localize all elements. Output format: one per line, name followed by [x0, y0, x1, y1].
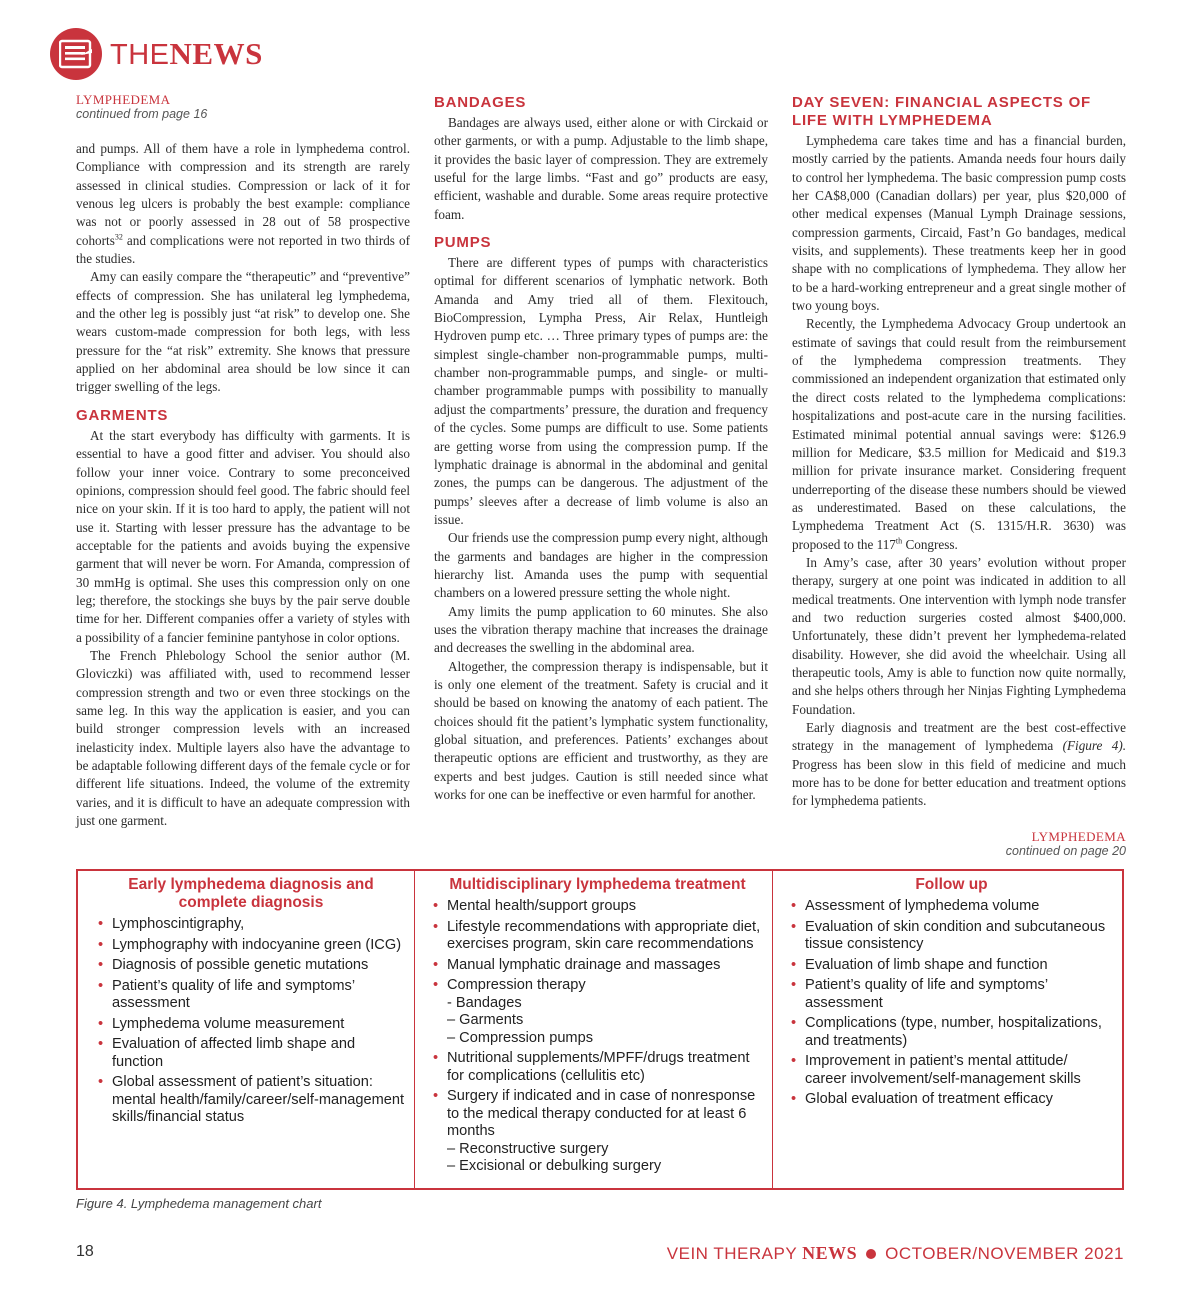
list-item: • Patient’s quality of life and symptoms’ assessment: [791, 977, 1112, 1012]
list-item: • Lymphoscintigraphy,: [98, 916, 404, 934]
paragraph: There are different types of pumps with characteristics optimal for different scenarios of lymphatic network. Both Amanda and Amy tried all of them. Flexitouch, BioCompression, Lympha Press, Air Relax, Huntleigh Hydroven pump etc. … Three primary types of pumps are: the simplest single-chamber non-programmable pumps, multi-chamber non-programmable pumps, and single- or multi-chamber programmable pumps with possibility to manually adjust the compartments’ pressure, the duration and frequency of the cycles. Some pumps are difficult to use. Some patients are getting worse from using the compression pump. If the lymphatic drainage is abnormal in the abdominal and genital zones, the pumps can be dangerous. The adjustment of the pumps’ sleeves after a decrease of limb volume is also an issue.: [434, 255, 768, 527]
sub-item: – Reconstructive surgery: [447, 1140, 609, 1157]
heading-pumps: PUMPS: [434, 234, 492, 252]
list-item: • Lymphography with indocyanine green (ICG): [98, 937, 404, 955]
list-item: • Patient’s quality of life and symptoms’ assessment: [98, 978, 404, 1013]
chart-box-follow-up: [773, 871, 1122, 1188]
article-column-2: [434, 92, 768, 804]
list-item: • Improvement in patient’s mental attitude/ career involvement/self-management skills: [791, 1053, 1112, 1088]
paragraph: Bandages are always used, either alone or with Circkaid or other garments, or with a pump. Adjustable to the limb shape, it provides the basic layer of compression. They are extremely useful for the large limbs. “Fast and go” products are easy, efficient, washable and durable. Some areas require protective foam.: [434, 115, 768, 222]
article-column-3: [792, 92, 1126, 877]
list-item: • Lifestyle recommendations with appropriate diet, exercises program, skin care recommendations: [433, 919, 762, 954]
publication-name-bold: NEWS: [802, 1243, 858, 1263]
paragraph: Early diagnosis and treatment are the best cost-effective strategy in the management of lymphedema (Figure 4). Progress has been slow in this field of medicine and much more has to be done for better education and treatment options for lymphedema patients.: [792, 720, 1127, 809]
chart-box-diagnosis: [78, 871, 415, 1188]
news-logo-icon: [50, 28, 102, 80]
chart-list: [433, 898, 762, 1176]
list-item: • Evaluation of limb shape and function: [791, 957, 1112, 975]
list-item: • Lymphedema volume measurement: [98, 1016, 404, 1034]
masthead-title-light: THE: [110, 39, 170, 71]
list-item: • Compression therapy - Bandages – Garments – Compression pumps: [433, 977, 762, 1047]
list-item: • Global assessment of patient’s situation: mental health/family/career/self-management skills/financial status: [98, 1074, 404, 1127]
figure-reference: (Figure 4).: [1062, 738, 1127, 754]
chart-box-treatment: [415, 871, 773, 1188]
list-item: • Mental health/support groups: [433, 898, 762, 916]
paragraph: Recently, the Lymphedema Advocacy Group undertook an estimate of savings that could result from the reimbursement of the lymphedema compression treatments. They commissioned an independent organization that estimated only the direct costs related to the lymphedema complications: hospitalizations and post-acute care in the nursing facilities. Estimated minimal potential annual savings were: $126.9 million for Medicare, $3.5 million for Medicaid and $19.3 million for private insurance market. Considering frequent underreporting of the disease these numbers should be viewed as underestimated. Based on these calculations, the Lymphedema Treatment Act (S. 1315/H.R. 3630) was proposed to the 117th Congress.: [792, 316, 1126, 552]
list-item: • Assessment of lymphedema volume: [791, 898, 1112, 916]
sub-item: – Excisional or debulking surgery: [447, 1158, 662, 1174]
paragraph: At the start everybody has difficulty with garments. It is essential to have a good fitter and adviser. You should also follow your inner voice. Contrary to some preconceived opinions, compression should feel good. The fabric should feel nice on your skin. If it is too hard to apply, the patient will not use it. Starting with lesser pressure has the advantage to be acceptable for the patients and avoids buying the expensive garment that will never be worn. For Amanda, compression of 30 mmHg is optimal. She uses this compression only on one leg; therefore, the stockings she buys by the pair serve double time for her. Different companies offer a variety of styles with a possibility of a fancier feminine pantyhose in color options.: [76, 427, 410, 645]
list-item: • Surgery if indicated and in case of nonresponse to the medical therapy conducted for at least 6 months – Reconstructive surgery – Excisional or debulking surgery: [433, 1088, 762, 1176]
chart-list: [791, 898, 1112, 1109]
management-chart: [76, 869, 1124, 1190]
paragraph: In Amy’s case, after 30 years’ evolution without proper therapy, surgery at one point was indicated in addition to all medical treatments. One intervention with lymph node transfer and two reduction surgeries costed almost $400,000. Unfortunately, these didn’t prevent her lymphedema-related disability. However, she did avoid the wheelchair. Using all therapeutic tools, Amy is able to function now quite normally, and she helps others through her Ninjas Fighting Lymphedema Foundation.: [792, 554, 1126, 717]
figure-caption: Figure 4. Lymphedema management chart: [76, 1196, 322, 1211]
list-item: • Manual lymphatic drainage and massages: [433, 957, 762, 975]
paragraph: and pumps. All of them have a role in lymphedema control. Compliance with compression and its strength are rarely assessed in clinical studies. Compression or lack of it for venous leg ulcers is probably the best example: compliance was not or poorly assessed in 28 out of 58 prospective cohorts$^{32}$ and complications were not reported in two thirds of the studies.: [76, 141, 410, 267]
paragraph: Amy can easily compare the “therapeutic” and “preventive” effects of compression. She has unilateral leg lymphedema, and the other leg is possibly just “at risk” to develop one. She wears custom-made compression for both legs, with less pressure for the “at risk” extremity. She knows that pressure applied on her abdominal area should be low since it can trigger swelling of the legs.: [76, 269, 410, 395]
paragraph: Our friends use the compression pump every night, although the garments and bandages are higher in the compression hierarchy list. Amanda uses the pump with sequential chambers on a lowered pressure setting the whole night.: [434, 530, 768, 601]
separator-dot-icon: [866, 1249, 876, 1259]
heading-garments: GARMENTS: [76, 406, 169, 424]
footnote-ref: 32: [114, 232, 123, 242]
paragraph: Amy limits the pump application to 60 minutes. She also uses the vibration therapy machine that increases the drainage and decreases the swelling in the abdominal area.: [434, 603, 768, 656]
masthead-title-bold: NEWS: [169, 36, 263, 71]
article-column-1: [76, 92, 410, 830]
section-kicker: LYMPHEDEMA: [1031, 828, 1126, 844]
publication-footer: [667, 1243, 1124, 1264]
section-kicker: LYMPHEDEMA: [76, 92, 171, 107]
publication-name-light: VEIN THERAPY: [666, 1243, 798, 1263]
sub-item: – Compression pumps: [447, 1029, 594, 1046]
paragraph: Lymphedema care takes time and has a financial burden, mostly carried by the patients. Amanda needs four hours daily to control her lymphedema. The basic compression pump costs her CA$8,000 (Canadian dollars) per year, plus $20,000 of other medical expenses (Manual Lymph Drainage sessions, compression garments, Circaid, Fast’n Go bandages, medical visits, and supplements). These treatments keep her in good shape with no complications of lymphedema. They allow her to be a hard-working entrepreneur and a great single mother of two young boys.: [792, 133, 1126, 314]
superscript: th: [895, 536, 903, 546]
list-item: • Evaluation of affected limb shape and function: [98, 1036, 404, 1071]
list-item: • Complications (type, number, hospitalizations, and treatments): [791, 1015, 1112, 1050]
masthead: [50, 26, 263, 82]
list-item: • Global evaluation of treatment efficacy: [791, 1091, 1112, 1109]
sub-item: – Garments: [447, 1012, 524, 1028]
masthead-title: [110, 36, 263, 72]
paragraph: The French Phlebology School the senior author (M. Gloviczki) was affiliated with, used to recommend lesser compression strength and two or even three stockings on the same leg. In this way the application is easier, and you can build stronger compression levels with an increased inelasticity index. Multiple layers also have the advantage to be adaptable following different days of the female cycle or for different life situations. Indeed, the volume of the extremity varies, and it is difficult to have an adequate compression with just one garment.: [76, 647, 410, 829]
sub-item: - Bandages: [447, 994, 522, 1011]
continued-from-note: continued from page 16: [76, 107, 208, 121]
heading-bandages: BANDAGES: [434, 94, 527, 111]
chart-box-title: Early lymphedema diagnosis and complete diagnosis: [128, 876, 374, 911]
list-item: • Evaluation of skin condition and subcutaneous tissue consistency: [791, 919, 1112, 954]
heading-financial-aspects: DAY SEVEN: FINANCIAL ASPECTS OF LIFE WITH LYMPHEDEMA: [792, 94, 1092, 129]
chart-list: [98, 916, 404, 1127]
paragraph: Altogether, the compression therapy is indispensable, but it is only one element of the treatment. Safety is crucial and it should be based on knowing the anatomy of each patient. The choices should fit the patient’s lymphatic system functionality, global situation, and preferences. Patients’ exchanges about therapeutic options are efficient and trustworthy, as they are experts and best judges. Caution is still needed since what works for one can be ineffective or even harmful for another.: [434, 658, 768, 803]
chart-box-title: Follow up: [915, 876, 988, 893]
page-number: 18: [76, 1243, 94, 1260]
chart-box-title: Multidisciplinary lymphedema treatment: [449, 876, 746, 893]
continued-on-note: continued on page 20: [1005, 843, 1126, 858]
list-item: • Diagnosis of possible genetic mutations: [98, 957, 404, 975]
issue-date: OCTOBER/NOVEMBER 2021: [885, 1243, 1124, 1263]
list-item: • Nutritional supplements/MPFF/drugs treatment for complications (cellulitis etc): [433, 1050, 762, 1085]
